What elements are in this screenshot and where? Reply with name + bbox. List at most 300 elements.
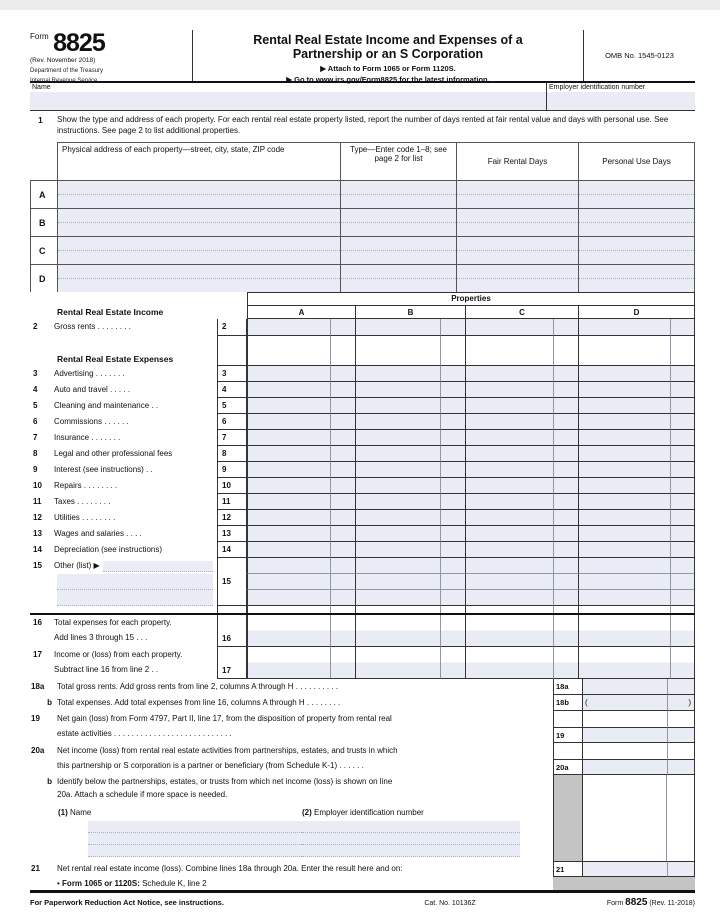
- identify-ein-number: (2): [302, 808, 312, 817]
- line-label: Taxes . . . . . . . .: [54, 497, 111, 506]
- line-label: Repairs . . . . . . . .: [54, 481, 118, 490]
- line-number-box: 18a: [553, 679, 583, 695]
- amount-cell-8d[interactable]: [578, 446, 670, 462]
- cents-cell-18a[interactable]: [667, 679, 695, 695]
- amount-cell-16a[interactable]: [247, 615, 330, 647]
- line20b-label-1: Identify below the partnerships, estates, or trusts from which net income (loss) is shown on line: [57, 777, 393, 786]
- amount-cell-16b[interactable]: [355, 615, 440, 647]
- cents-cell[interactable]: [553, 574, 578, 590]
- cents-cell[interactable]: [440, 574, 465, 590]
- cents-cell[interactable]: [440, 558, 465, 574]
- line-number-box: 13: [217, 526, 247, 542]
- properties-header-row: [30, 292, 695, 305]
- cents-cell[interactable]: [440, 414, 465, 430]
- line7-insurance-row: [30, 430, 695, 446]
- cents-cell[interactable]: [553, 366, 578, 382]
- property-row-a: [30, 180, 695, 208]
- income-section-heading: Rental Real Estate Income: [57, 307, 164, 317]
- line-label: Total gross rents. Add gross rents from line 2, columns A through H . . . . . . . . . .: [57, 682, 339, 691]
- dept-treasury: Department of the Treasury: [30, 68, 104, 74]
- type-input-d[interactable]: [340, 265, 456, 292]
- personal-days-input-d[interactable]: [578, 265, 695, 292]
- catalog-number: Cat. No. 10136Z: [424, 900, 476, 907]
- cents-cell[interactable]: [553, 446, 578, 462]
- line5-cleaning-row: [30, 398, 695, 414]
- form-revision: (Rev. November 2018): [30, 57, 96, 64]
- amount-cell-6b[interactable]: [355, 414, 440, 430]
- amount-cell-7b[interactable]: [355, 430, 440, 446]
- amount-cell-15a2[interactable]: [247, 574, 330, 590]
- line-number: 15: [33, 561, 42, 570]
- amount-cell-5b[interactable]: [355, 398, 440, 414]
- amount-cell-14c[interactable]: [465, 542, 553, 558]
- expenses-section-heading: Rental Real Estate Expenses: [57, 354, 174, 364]
- amount-cell-9a[interactable]: [247, 462, 330, 478]
- identify-ein-label: Employer identification number: [314, 808, 424, 817]
- amount-cell-7d[interactable]: [578, 430, 670, 446]
- form-id-block: [30, 29, 193, 84]
- cents-cell[interactable]: [330, 615, 355, 647]
- line18b-total-expenses-row: [30, 695, 695, 711]
- amount-cell-14b[interactable]: [355, 542, 440, 558]
- line-number-box: 2: [217, 319, 247, 336]
- amount-cell-18a[interactable]: [583, 679, 667, 695]
- line4-auto-travel-row: [30, 382, 695, 398]
- amount-cell-10d[interactable]: [578, 478, 670, 494]
- line-number-box: 14: [217, 542, 247, 558]
- amount-cell-11c[interactable]: [465, 494, 553, 510]
- line-label: Commissions . . . . . .: [54, 417, 129, 426]
- cents-cell[interactable]: [670, 462, 695, 478]
- cents-cell[interactable]: [440, 494, 465, 510]
- line21-bullet-rest: Schedule K, line 2: [139, 879, 207, 888]
- line17-income-loss-row: [30, 647, 695, 679]
- line8-legal-fees-row: [30, 446, 695, 462]
- line-number: 4: [33, 385, 38, 394]
- cents-cell[interactable]: [440, 590, 465, 606]
- cents-cell[interactable]: [440, 398, 465, 414]
- amount-cell-9c[interactable]: [465, 462, 553, 478]
- cents-cell[interactable]: [553, 462, 578, 478]
- ein-input[interactable]: [547, 92, 695, 110]
- amount-cell-20a[interactable]: [583, 759, 667, 775]
- cents-cell[interactable]: [670, 414, 695, 430]
- amount-cell-5d[interactable]: [578, 398, 670, 414]
- amount-cell-3d[interactable]: [578, 366, 670, 382]
- property-row-d: [30, 264, 695, 292]
- cents-cell[interactable]: [330, 494, 355, 510]
- line-letter: b: [47, 777, 52, 786]
- amount-cell-2c[interactable]: [465, 319, 553, 336]
- line16-label-2: Add lines 3 through 15 . . .: [54, 633, 148, 642]
- line-label: Other (list) ▶: [54, 561, 100, 570]
- fair-days-input-a[interactable]: [456, 181, 578, 208]
- amount-cell-2b[interactable]: [355, 319, 440, 336]
- line-number: 2: [33, 322, 38, 331]
- cents-cell[interactable]: [330, 478, 355, 494]
- cents-cell[interactable]: [440, 615, 465, 647]
- cents-cell[interactable]: [440, 542, 465, 558]
- form-title-block: [193, 30, 584, 84]
- line10-repairs-row: [30, 478, 695, 494]
- line-label: Insurance . . . . . . .: [54, 433, 121, 442]
- line1-number: 1: [38, 115, 43, 125]
- line-number: 20a: [31, 746, 45, 755]
- line20a-net-income-row: [30, 743, 695, 775]
- type-input-b[interactable]: [340, 209, 456, 236]
- amount-cell-15a[interactable]: [247, 558, 330, 574]
- line-number: 21: [31, 864, 40, 873]
- cents-cell[interactable]: [330, 382, 355, 398]
- cents-cell-2c[interactable]: [553, 319, 578, 336]
- line-number-box: 8: [217, 446, 247, 462]
- amount-cell-12a[interactable]: [247, 510, 330, 526]
- bottom-rule: [30, 890, 695, 893]
- amount-cell-9d[interactable]: [578, 462, 670, 478]
- amount-cell-15c2[interactable]: [465, 574, 553, 590]
- personal-days-input-b[interactable]: [578, 209, 695, 236]
- address-input-d[interactable]: [57, 265, 340, 292]
- line-number-box: 12: [217, 510, 247, 526]
- other-list-input-2[interactable]: [57, 574, 213, 590]
- footer-form-word: Form: [606, 900, 624, 907]
- cents-cell[interactable]: [440, 382, 465, 398]
- cents-cell[interactable]: [670, 647, 695, 679]
- footer-revision: (Rev. 11-2018): [649, 900, 695, 907]
- form-title-line1: Rental Real Estate Income and Expenses of a: [253, 33, 523, 47]
- line-number-box: 19: [553, 727, 583, 743]
- line15-other-row: [30, 558, 695, 606]
- line-number-box: 3: [217, 366, 247, 382]
- line-number: 18a: [31, 682, 45, 691]
- identify-name-label: Name: [70, 808, 92, 817]
- form-number: 8825: [53, 29, 105, 57]
- cents-cell[interactable]: [553, 398, 578, 414]
- amount-cell-4d[interactable]: [578, 382, 670, 398]
- line21-bullet-bold: Form 1065 or 1120S:: [62, 879, 140, 888]
- line18a-total-gross-rents-row: [30, 679, 695, 695]
- name-input[interactable]: [30, 92, 546, 110]
- line-label: Depreciation (see instructions): [54, 545, 163, 554]
- column-letter-d: D: [578, 306, 695, 319]
- amount-cell-15c3[interactable]: [465, 590, 553, 606]
- gray-shaded-box-column: [553, 775, 583, 861]
- form-body: [30, 30, 695, 908]
- amount-cell-3a[interactable]: [247, 366, 330, 382]
- cents-cell[interactable]: [670, 398, 695, 414]
- amount-cell-8b[interactable]: [355, 446, 440, 462]
- cents-cell[interactable]: [553, 615, 578, 647]
- cents-cell[interactable]: [330, 542, 355, 558]
- personal-days-input-c[interactable]: [578, 237, 695, 264]
- cents-cell[interactable]: [440, 462, 465, 478]
- col-header-address: Physical address of each property—street, city, state, ZIP code: [57, 143, 340, 180]
- cents-cell[interactable]: [670, 494, 695, 510]
- amount-cell-16c[interactable]: [465, 615, 553, 647]
- amount-cell-5c[interactable]: [465, 398, 553, 414]
- open-paren: (: [585, 698, 588, 707]
- identify-ein-input-2[interactable]: [302, 833, 520, 845]
- amount-cell-6a[interactable]: [247, 414, 330, 430]
- amount-cell-3b[interactable]: [355, 366, 440, 382]
- line-number: 8: [33, 449, 38, 458]
- line-number: 6: [33, 417, 38, 426]
- line-number-box: 11: [217, 494, 247, 510]
- amount-cell-21[interactable]: [583, 861, 667, 877]
- amount-cell-12b[interactable]: [355, 510, 440, 526]
- cents-cell[interactable]: [670, 558, 695, 574]
- line-number-box: 15: [217, 558, 247, 606]
- page-top-edge: [0, 0, 720, 10]
- line-number: 7: [33, 433, 38, 442]
- cents-cell[interactable]: [553, 430, 578, 446]
- amount-cell-8c[interactable]: [465, 446, 553, 462]
- cents-cell[interactable]: [553, 510, 578, 526]
- cents-cell[interactable]: [670, 574, 695, 590]
- amount-cell-13c[interactable]: [465, 526, 553, 542]
- amount-cell-17d[interactable]: [578, 647, 670, 679]
- cents-cell[interactable]: [440, 446, 465, 462]
- line12-utilities-row: [30, 510, 695, 526]
- amount-cell-13b[interactable]: [355, 526, 440, 542]
- line-number: 17: [33, 650, 42, 659]
- name-cell: [30, 83, 547, 110]
- line-number-box: 16: [217, 615, 247, 647]
- amount-cell-19[interactable]: [583, 727, 667, 743]
- amount-cell-13d[interactable]: [578, 526, 670, 542]
- cents-cell[interactable]: [330, 414, 355, 430]
- row-letter: D: [30, 265, 57, 292]
- identify-ein-input-3[interactable]: [302, 845, 520, 857]
- name-label: Name: [32, 84, 51, 91]
- identify-name-number: (1): [58, 808, 68, 817]
- amount-cell-10b[interactable]: [355, 478, 440, 494]
- fair-days-input-d[interactable]: [456, 265, 578, 292]
- line1-text: Show the type and address of each property. For each rental real estate property listed, report the number of days rented at fair rental value and days with personal use. See instructions. See page 2 to list additional properties.: [57, 115, 669, 135]
- amount-cell-5a[interactable]: [247, 398, 330, 414]
- cents-cell[interactable]: [330, 510, 355, 526]
- cents-cell[interactable]: [330, 366, 355, 382]
- row-letter: C: [30, 237, 57, 264]
- amount-cell-14d[interactable]: [578, 542, 670, 558]
- amount-cell-3c[interactable]: [465, 366, 553, 382]
- line19-label-2: estate activities . . . . . . . . . . . . . . . . . . . . . . . . . . .: [57, 729, 232, 738]
- cents-cell[interactable]: [553, 526, 578, 542]
- cents-cell[interactable]: [553, 590, 578, 606]
- cents-cell[interactable]: [553, 414, 578, 430]
- amount-cell-17c[interactable]: [465, 647, 553, 679]
- property-row-c: [30, 236, 695, 264]
- amount-cell-15c[interactable]: [465, 558, 553, 574]
- line-number: 19: [31, 714, 40, 723]
- amount-cell-6d[interactable]: [578, 414, 670, 430]
- paperwork-notice: For Paperwork Reduction Act Notice, see instructions.: [30, 898, 224, 907]
- amount-cell-15b2[interactable]: [355, 574, 440, 590]
- address-input-a[interactable]: [57, 181, 340, 208]
- line-number: 9: [33, 465, 38, 474]
- amount-cell-11a[interactable]: [247, 494, 330, 510]
- line9-interest-row: [30, 462, 695, 478]
- address-input-c[interactable]: [57, 237, 340, 264]
- cents-cell[interactable]: [440, 526, 465, 542]
- amount-cell-16d[interactable]: [578, 615, 670, 647]
- line-number-box: 6: [217, 414, 247, 430]
- line20b-identify-section: [30, 775, 695, 861]
- row-letter: B: [30, 209, 57, 236]
- amount-cell-15a3[interactable]: [247, 590, 330, 606]
- amount-cell-10a[interactable]: [247, 478, 330, 494]
- cents-cell[interactable]: [670, 615, 695, 647]
- goto-line: ▶ Go to www.irs.gov/Form8825 for the latest information.: [286, 74, 490, 84]
- line20a-label-2: this partnership or S corporation is a partner or beneficiary (from Schedule K-1) . . . . . .: [57, 761, 364, 770]
- personal-days-input-a[interactable]: [578, 181, 695, 208]
- cents-cell-18b[interactable]: [667, 695, 695, 711]
- properties-title: Properties: [247, 292, 695, 305]
- cents-cell[interactable]: [553, 647, 578, 679]
- line21-bullet-row: [30, 877, 695, 890]
- cents-cell-20a[interactable]: [667, 759, 695, 775]
- amount-cell-4a[interactable]: [247, 382, 330, 398]
- cents-cell[interactable]: [330, 430, 355, 446]
- amount-cell-15d3[interactable]: [578, 590, 670, 606]
- amount-cell-6c[interactable]: [465, 414, 553, 430]
- properties-letters-row: [30, 305, 695, 319]
- cents-cell[interactable]: [670, 542, 695, 558]
- amount-cell-17a[interactable]: [247, 647, 330, 679]
- line13-wages-row: [30, 526, 695, 542]
- other-list-input-1[interactable]: [103, 561, 213, 572]
- cents-cell[interactable]: [330, 558, 355, 574]
- form-title-line2: Partnership or an S Corporation: [292, 47, 484, 62]
- line-number: 13: [33, 529, 42, 538]
- cents-cell[interactable]: [330, 526, 355, 542]
- line-label: Cleaning and maintenance . .: [54, 401, 159, 410]
- line-number-box: 5: [217, 398, 247, 414]
- identify-name-input-3[interactable]: [88, 845, 310, 857]
- line-number-box: 7: [217, 430, 247, 446]
- amount-cell-13a[interactable]: [247, 526, 330, 542]
- form-footer: [30, 897, 695, 908]
- cents-cell[interactable]: [553, 542, 578, 558]
- cents-cell-19[interactable]: [667, 727, 695, 743]
- amount-cell-10c[interactable]: [465, 478, 553, 494]
- cents-cell-2d[interactable]: [670, 319, 695, 336]
- line-number-box: 20a: [553, 759, 583, 775]
- amount-cell-17b[interactable]: [355, 647, 440, 679]
- cents-cell[interactable]: [440, 366, 465, 382]
- cents-cell[interactable]: [330, 462, 355, 478]
- amount-cell-15d[interactable]: [578, 558, 670, 574]
- line21-label: Net rental real estate income (loss). Combine lines 18a through 20a. Enter the result here and on:: [57, 864, 403, 873]
- cents-cell-21[interactable]: [667, 861, 695, 877]
- other-list-input-3[interactable]: [57, 590, 213, 606]
- cents-cell[interactable]: [670, 478, 695, 494]
- bullet-icon: •: [57, 879, 60, 888]
- line-label: Interest (see instructions) . .: [54, 465, 153, 474]
- cents-cell[interactable]: [330, 446, 355, 462]
- attach-line: ▶ Attach to Form 1065 or Form 1120S.: [320, 63, 456, 73]
- cents-cell-2b[interactable]: [440, 319, 465, 336]
- form-header: [30, 30, 695, 83]
- line-number-box: 17: [217, 647, 247, 679]
- cents-cell[interactable]: [440, 647, 465, 679]
- amount-cell-12c[interactable]: [465, 510, 553, 526]
- line-label: Wages and salaries . . . .: [54, 529, 142, 538]
- cents-cell[interactable]: [670, 510, 695, 526]
- cents-cell[interactable]: [553, 494, 578, 510]
- amount-cell-18b[interactable]: [583, 695, 667, 711]
- amount-cell-11b[interactable]: [355, 494, 440, 510]
- cents-cell-2a[interactable]: [330, 319, 355, 336]
- line-label: Utilities . . . . . . . .: [54, 513, 116, 522]
- footer-form-number: 8825: [625, 897, 648, 908]
- line-letter: b: [47, 698, 52, 707]
- line20a-label-1: Net income (loss) from rental real estate activities from partnerships, estates, and trusts in which: [57, 746, 398, 755]
- line16-total-expenses-row: [30, 615, 695, 647]
- cents-cell[interactable]: [670, 382, 695, 398]
- cents-cell[interactable]: [330, 647, 355, 679]
- amount-cell-4c[interactable]: [465, 382, 553, 398]
- amount-cell-7c[interactable]: [465, 430, 553, 446]
- identify-name-input-1[interactable]: [88, 821, 310, 833]
- ein-cell: [547, 83, 695, 110]
- cents-cell[interactable]: [440, 510, 465, 526]
- identify-ein-input-1[interactable]: [302, 821, 520, 833]
- cents-cell[interactable]: [670, 366, 695, 382]
- line21-net-rental-income-row: [30, 861, 695, 877]
- amount-cell-7a[interactable]: [247, 430, 330, 446]
- fair-days-input-b[interactable]: [456, 209, 578, 236]
- cents-cell[interactable]: [330, 398, 355, 414]
- cents-cell[interactable]: [553, 382, 578, 398]
- amount-cell-14a[interactable]: [247, 542, 330, 558]
- cents-cell[interactable]: [670, 526, 695, 542]
- amount-cell-2d[interactable]: [578, 319, 670, 336]
- address-input-b[interactable]: [57, 209, 340, 236]
- cents-cell[interactable]: [553, 478, 578, 494]
- form-word: Form: [30, 32, 49, 41]
- cents-cell[interactable]: [670, 430, 695, 446]
- cents-cell[interactable]: [330, 590, 355, 606]
- amount-cell-4b[interactable]: [355, 382, 440, 398]
- amount-cell-11d[interactable]: [578, 494, 670, 510]
- amount-cell-15b[interactable]: [355, 558, 440, 574]
- cents-cell[interactable]: [330, 574, 355, 590]
- cents-cell[interactable]: [553, 558, 578, 574]
- line3-advertising-row: [30, 366, 695, 382]
- line19-label-1: Net gain (loss) from Form 4797, Part II, line 17, from the disposition of property from rental real: [57, 714, 392, 723]
- fair-days-input-c[interactable]: [456, 237, 578, 264]
- amount-cell-15d2[interactable]: [578, 574, 670, 590]
- type-input-a[interactable]: [340, 181, 456, 208]
- amount-cell-15b3[interactable]: [355, 590, 440, 606]
- amount-cell-2a[interactable]: [247, 319, 330, 336]
- line-label: Total expenses. Add total expenses from line 16, columns A through H . . . . . . . .: [57, 698, 341, 707]
- amount-cell-12d[interactable]: [578, 510, 670, 526]
- expenses-heading-band: [30, 336, 695, 366]
- type-input-c[interactable]: [340, 237, 456, 264]
- cents-cell[interactable]: [440, 430, 465, 446]
- amount-cell-8a[interactable]: [247, 446, 330, 462]
- amount-cell-9b[interactable]: [355, 462, 440, 478]
- line6-commissions-row: [30, 414, 695, 430]
- identify-name-input-2[interactable]: [88, 833, 310, 845]
- line19-net-gain-row: [30, 711, 695, 743]
- cents-cell[interactable]: [670, 590, 695, 606]
- col-header-fair-rental-days: Fair Rental Days: [456, 143, 578, 180]
- cents-cell[interactable]: [670, 446, 695, 462]
- cents-cell[interactable]: [440, 478, 465, 494]
